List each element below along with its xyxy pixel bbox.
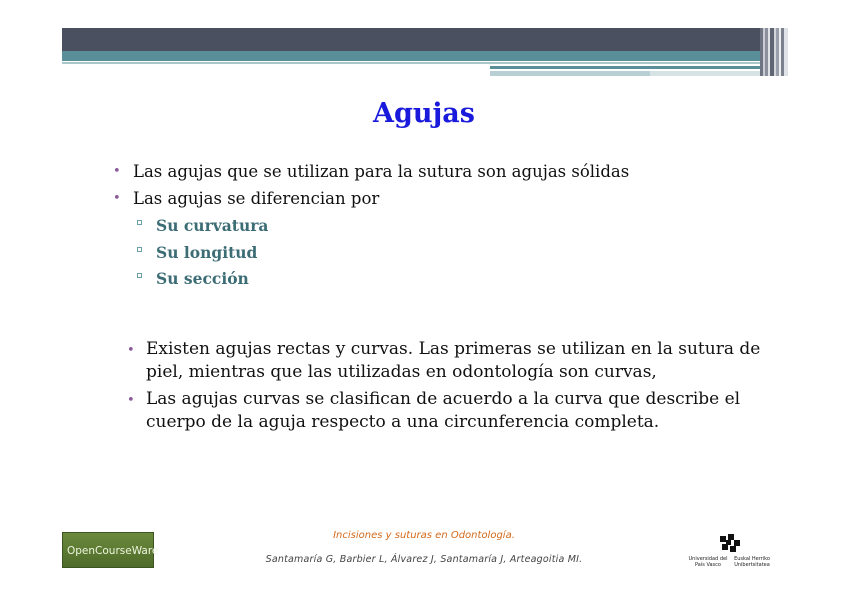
university-name-eu: Euskal Herriko Unibertsitatea <box>734 556 770 568</box>
header-teal-bar <box>62 51 772 61</box>
bullet-text: Las agujas se diferencian por <box>133 189 380 208</box>
bullet-dot-icon: • <box>113 164 121 179</box>
ocw-logo-text: OpenCourseWare <box>67 545 159 557</box>
sub-bullet-text: Su curvatura <box>156 216 269 235</box>
square-bullet-icon <box>137 247 142 252</box>
paragraph-text: Existen agujas rectas y curvas. Las primeras se utilizan en la sutura de piel, mientras que las utilizadas en odontología son curvas, <box>146 339 761 382</box>
upv-ehu-logo <box>684 526 778 570</box>
header-stripes <box>760 28 788 76</box>
square-bullet-icon <box>137 220 142 225</box>
header-light-line <box>62 62 772 64</box>
bullet-dot-icon: • <box>127 393 135 408</box>
paragraph-text: Las agujas curvas se clasifican de acuerdo a la curva que describe el cuerpo de la aguja respecto a una circunferencia completa. <box>146 389 741 432</box>
opencourseware-logo <box>62 532 159 568</box>
slide-title: Agujas <box>373 98 475 129</box>
upv-ehu-emblem-icon <box>716 534 744 554</box>
sub-bullet-text: Su longitud <box>156 243 258 262</box>
sub-bullet-text: Su sección <box>156 269 249 288</box>
bullet-dot-icon: • <box>127 343 135 358</box>
header-accent-line <box>490 66 770 69</box>
footer-course-title: Incisiones y suturas en Odontología. <box>333 530 515 541</box>
footer-authors: Santamaría G, Barbier L, Álvarez J, Santamaría J, Arteagoitia MI. <box>265 554 583 565</box>
university-name-es: Universidad del País Vasco <box>688 556 728 568</box>
header-dark-bar <box>62 28 762 51</box>
square-bullet-icon <box>137 273 142 278</box>
bullet-text: Las agujas que se utilizan para la sutura son agujas sólidas <box>133 162 630 181</box>
header-accent-block <box>490 71 650 76</box>
bullet-dot-icon: • <box>113 191 121 206</box>
header-accent-block-light <box>650 71 770 76</box>
